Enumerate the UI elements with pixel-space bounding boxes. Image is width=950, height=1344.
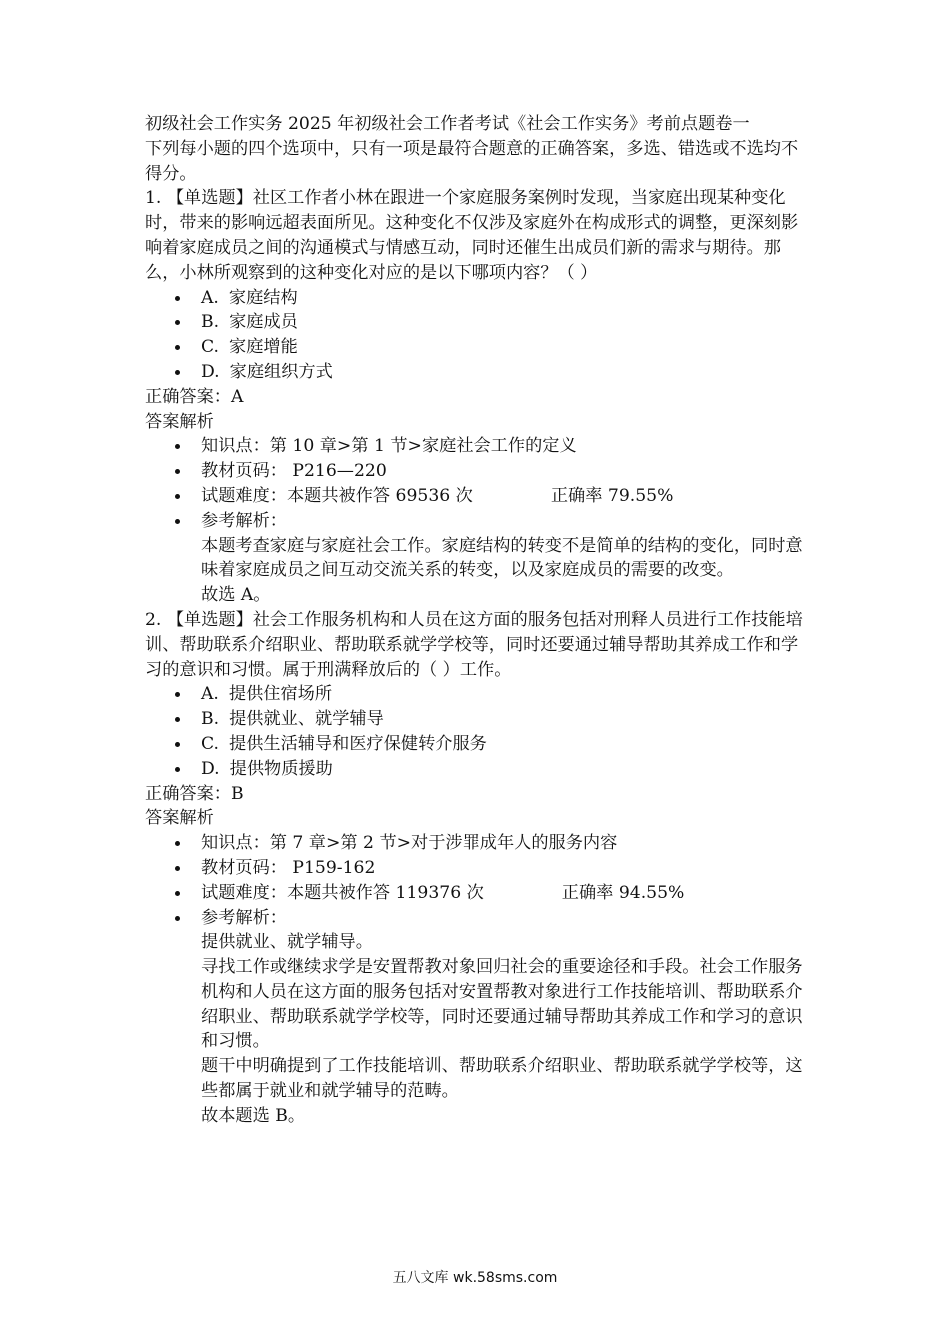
- reference-line: 提供就业、就学辅导。: [201, 932, 373, 953]
- option-letter: A.: [201, 287, 219, 308]
- document-body: [145, 112, 810, 1129]
- footer-watermark: 五八文库 wk.58sms.com: [392, 1270, 558, 1286]
- option-b: [201, 310, 810, 335]
- option-list: [145, 682, 810, 781]
- option-letter: C.: [201, 337, 220, 358]
- option-a: [201, 682, 810, 707]
- analysis-list: [145, 831, 810, 1129]
- option-letter: A.: [201, 684, 219, 705]
- option-list: [145, 286, 810, 385]
- knowledge-point: 知识点：第 10 章>第 1 节>家庭社会工作的定义: [201, 434, 810, 459]
- option-a: [201, 286, 810, 311]
- question-stem: 2. 【单选题】社会工作服务机构和人员在这方面的服务包括对刑释人员进行工作技能培训、帮助联系介绍职业、帮助联系就学学校等，同时还要通过辅导帮助其养成工作和学习的意识和习惯。属于刑满释放后的（ ）工作。: [145, 609, 803, 680]
- reference-line: 题干中明确提到了工作技能培训、帮助联系介绍职业、帮助联系就学学校等，这些都属于就业和就学辅导的范畴。: [201, 1056, 803, 1102]
- difficulty-text: 试题难度：本题共被作答 69536 次: [201, 485, 473, 506]
- reference-line: 寻找工作或继续求学是安置帮教对象回归社会的重要途径和手段。社会工作服务机构和人员在这方面的服务包括对安置帮教对象进行工作技能培训、帮助联系介绍职业、帮助联系就学学校等，同时还要通过辅导帮助其养成工作和学习的意识和习惯。: [201, 957, 803, 1052]
- correct-answer: 正确答案：A: [145, 386, 244, 407]
- option-letter: C.: [201, 733, 220, 754]
- option-letter: D.: [201, 758, 220, 779]
- textbook-pages: 教材页码： P159-162: [201, 856, 810, 881]
- reference-analysis: [201, 906, 810, 1129]
- analysis-title: 答案解析: [145, 808, 214, 829]
- option-letter: B.: [201, 709, 220, 730]
- difficulty: [201, 484, 810, 509]
- option-d: [201, 757, 810, 782]
- accuracy-rate: 正确率 94.55%: [561, 882, 685, 903]
- reference-label: 参考解析：: [201, 510, 287, 531]
- analysis-list: [145, 434, 810, 608]
- knowledge-point: 知识点：第 7 章>第 2 节>对于涉罪成年人的服务内容: [201, 831, 810, 856]
- option-text: 家庭结构: [228, 287, 298, 308]
- instruction-text: 下列每小题的四个选项中，只有一项是最符合题意的正确答案，多选、错选或不选均不得分。: [145, 138, 799, 184]
- textbook-pages: 教材页码： P216—220: [201, 459, 810, 484]
- accuracy-rate: 正确率 79.55%: [550, 485, 674, 506]
- option-b: [201, 707, 810, 732]
- analysis-title: 答案解析: [145, 411, 214, 432]
- reference-line: 故本题选 B。: [201, 1105, 306, 1126]
- option-c: [201, 335, 810, 360]
- question-stem: 1. 【单选题】社区工作者小林在跟进一个家庭服务案例时发现，当家庭出现某种变化时，带来的影响远超表面所见。这种变化不仅涉及家庭外在构成形式的调整，更深刻影响着家庭成员之间的沟通模式与情感互动，同时还催生出成员们新的需求与期待。那么，小林所观察到的这种变化对应的是以下哪项内容？（ ）: [145, 188, 799, 283]
- reference-line: 本题考查家庭与家庭社会工作。家庭结构的转变不是简单的结构的变化，同时意味着家庭成员之间互动交流关系的转变，以及家庭成员的需要的改变。: [201, 535, 803, 581]
- option-text: 提供物质援助: [229, 758, 333, 779]
- question-1: [145, 186, 810, 608]
- difficulty: [201, 881, 810, 906]
- difficulty-text: 试题难度：本题共被作答 119376 次: [201, 882, 484, 903]
- reference-line: 故选 A。: [201, 585, 271, 606]
- reference-analysis: [201, 509, 810, 608]
- option-letter: D.: [201, 361, 220, 382]
- document-title: 初级社会工作实务 2025 年初级社会工作者考试《社会工作实务》考前点题卷一: [145, 114, 750, 134]
- option-text: 提供生活辅导和医疗保健转介服务: [229, 733, 487, 754]
- correct-answer: 正确答案：B: [145, 783, 244, 804]
- option-text: 提供就业、就学辅导: [229, 709, 384, 730]
- question-2: [145, 608, 810, 1129]
- reference-label: 参考解析：: [201, 907, 287, 928]
- option-d: [201, 360, 810, 385]
- option-text: 提供住宿场所: [228, 684, 333, 705]
- option-c: [201, 732, 810, 757]
- option-text: 家庭增能: [229, 337, 298, 358]
- option-text: 家庭组织方式: [229, 361, 333, 382]
- option-text: 家庭成员: [229, 312, 298, 333]
- option-letter: B.: [201, 312, 220, 333]
